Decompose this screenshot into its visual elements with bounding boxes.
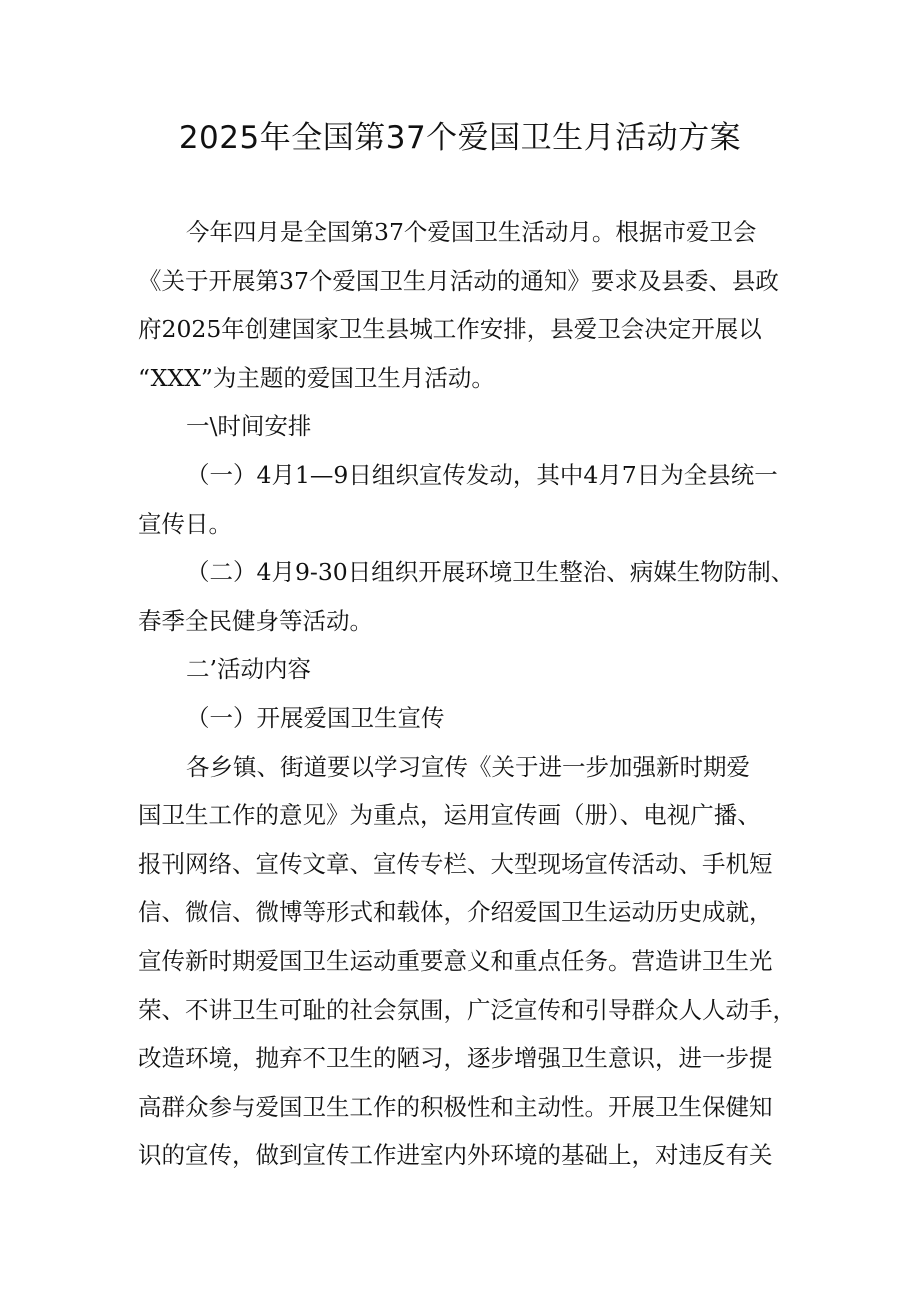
intro-paragraph bbox=[138, 208, 794, 402]
text-line: 《关于开展第37个爱国卫生月活动的通知》要求及县委、县政 bbox=[138, 266, 779, 295]
text-line: 春季全民健身等活动。 bbox=[138, 606, 373, 635]
text-line: 信、微信、微博等形式和载体，介绍爱国卫生运动历史成就， bbox=[138, 898, 773, 927]
section-heading-schedule: 一\时间安排 bbox=[186, 412, 312, 441]
text-line: 高群众参与爱国卫生工作的积极性和主动性。开展卫生保健知 bbox=[138, 1092, 773, 1121]
document-body bbox=[138, 208, 794, 1180]
text-line: 国卫生工作的意见》为重点，运用宣传画（册）、电视广播、 bbox=[138, 801, 761, 830]
text-line: “XXX”为主题的爱国卫生月活动。 bbox=[138, 363, 495, 392]
text-line: 宣传新时期爱国卫生运动重要意义和重点任务。营造讲卫生光 bbox=[138, 946, 773, 975]
text-line: （一）4月1—9日组织宣传发动，其中4月7日为全县统一 bbox=[186, 460, 778, 489]
section-heading-content: 二’活动内容 bbox=[186, 655, 311, 684]
text-line: 识的宣传，做到宣传工作进室内外环境的基础上，对违反有关 bbox=[138, 1141, 773, 1170]
text-line: 报刊网络、宣传文章、宣传专栏、大型现场宣传活动、手机短 bbox=[138, 849, 773, 878]
document-title: 2025年全国第37个爱国卫生月活动方案 bbox=[178, 120, 742, 156]
text-line: （二）4月9-30日组织开展环境卫生整治、病媒生物防制、 bbox=[186, 558, 795, 587]
text-line: 今年四月是全国第37个爱国卫生活动月。根据市爱卫会 bbox=[186, 218, 757, 246]
text-line: 荣、不讲卫生可耻的社会氛围，广泛宣传和引导群众人人动手， bbox=[138, 995, 796, 1024]
text-line: 各乡镇、街道要以学习宣传《关于进一步加强新时期爱 bbox=[186, 752, 750, 781]
schedule-item-1 bbox=[138, 451, 794, 548]
text-line: 宣传日。 bbox=[138, 509, 232, 538]
text-line: 府2025年创建国家卫生县城工作安排，县爱卫会决定开展以 bbox=[138, 315, 762, 344]
subsection-heading-publicity: （一）开展爱国卫生宣传 bbox=[186, 703, 445, 732]
schedule-item-2 bbox=[138, 548, 794, 645]
text-line: 改造环境，抛弃不卫生的陋习，逐步增强卫生意识，进一步提 bbox=[138, 1044, 773, 1073]
publicity-paragraph bbox=[138, 743, 794, 1180]
